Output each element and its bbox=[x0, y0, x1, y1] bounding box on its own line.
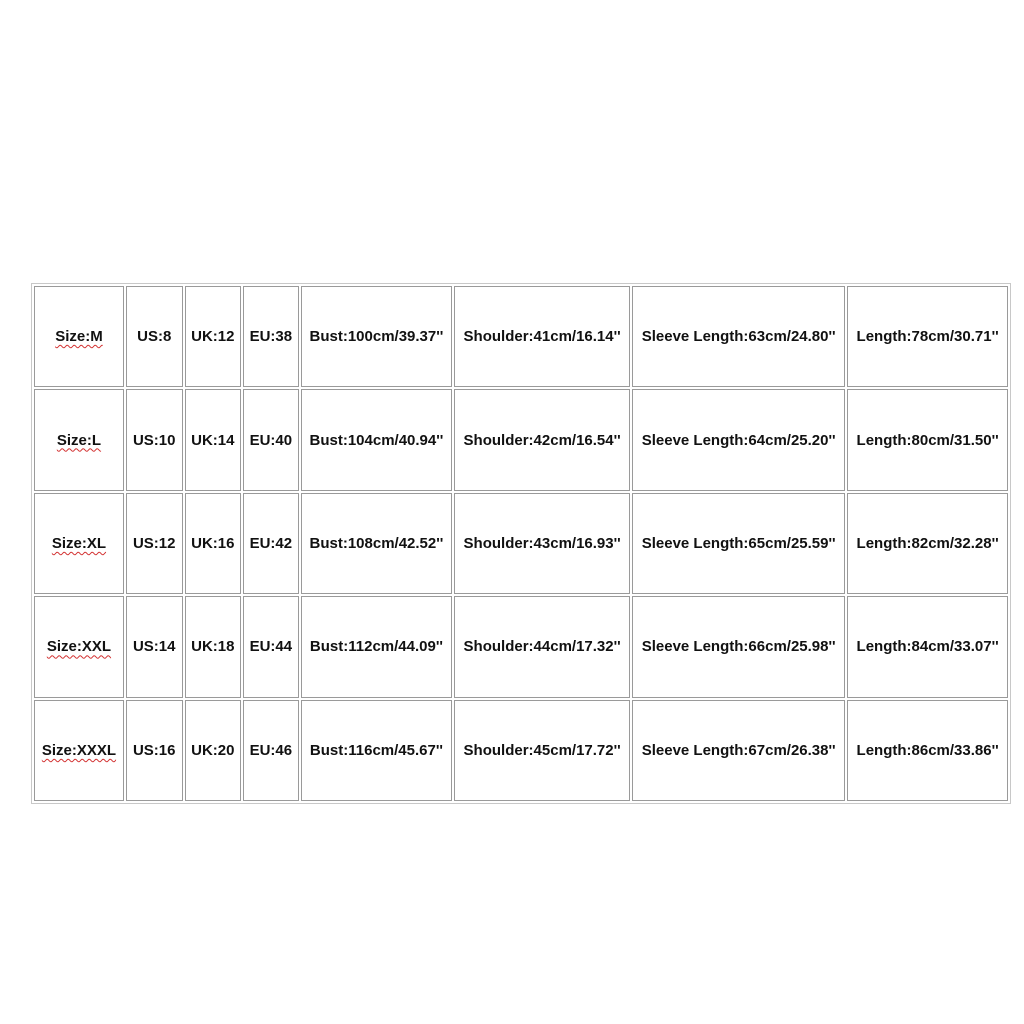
size-label: Size:XL bbox=[51, 534, 107, 552]
size-label: Size:M bbox=[55, 328, 103, 346]
sleeve-length-cell: Sleeve Length:67cm/26.38'' bbox=[632, 700, 845, 801]
length-cell: Length:78cm/30.71'' bbox=[847, 286, 1008, 387]
eu-size-cell: EU:42 bbox=[243, 493, 299, 594]
length-cell: Length:82cm/32.28'' bbox=[847, 493, 1008, 594]
eu-size-cell: EU:38 bbox=[243, 286, 299, 387]
length-cell: Length:80cm/31.50'' bbox=[847, 389, 1008, 490]
sleeve-length-cell: Sleeve Length:64cm/25.20'' bbox=[632, 389, 845, 490]
length-cell: Length:84cm/33.07'' bbox=[847, 596, 1008, 697]
table-row bbox=[34, 286, 1008, 387]
uk-size-cell: UK:14 bbox=[185, 389, 242, 490]
shoulder-cell: Shoulder:44cm/17.32'' bbox=[454, 596, 630, 697]
size-cell bbox=[34, 700, 124, 801]
sleeve-length-cell: Sleeve Length:66cm/25.98'' bbox=[632, 596, 845, 697]
eu-size-cell: EU:40 bbox=[243, 389, 299, 490]
eu-size-cell: EU:46 bbox=[243, 700, 299, 801]
size-cell bbox=[34, 389, 124, 490]
bust-cell: Bust:116cm/45.67'' bbox=[301, 700, 453, 801]
table-row bbox=[34, 596, 1008, 697]
us-size-cell: US:8 bbox=[126, 286, 183, 387]
size-chart-table bbox=[31, 283, 1011, 804]
uk-size-cell: UK:20 bbox=[185, 700, 242, 801]
shoulder-cell: Shoulder:45cm/17.72'' bbox=[454, 700, 630, 801]
table-row bbox=[34, 389, 1008, 490]
table-row bbox=[34, 493, 1008, 594]
size-cell bbox=[34, 286, 124, 387]
eu-size-cell: EU:44 bbox=[243, 596, 299, 697]
us-size-cell: US:12 bbox=[126, 493, 183, 594]
size-cell bbox=[34, 493, 124, 594]
size-cell bbox=[34, 596, 124, 697]
shoulder-cell: Shoulder:42cm/16.54'' bbox=[454, 389, 630, 490]
bust-cell: Bust:104cm/40.94'' bbox=[301, 389, 453, 490]
size-label: Size:XXXL bbox=[41, 741, 117, 759]
us-size-cell: US:14 bbox=[126, 596, 183, 697]
us-size-cell: US:10 bbox=[126, 389, 183, 490]
us-size-cell: US:16 bbox=[126, 700, 183, 801]
table-row bbox=[34, 700, 1008, 801]
shoulder-cell: Shoulder:41cm/16.14'' bbox=[454, 286, 630, 387]
uk-size-cell: UK:12 bbox=[185, 286, 242, 387]
uk-size-cell: UK:18 bbox=[185, 596, 242, 697]
size-label: Size:XXL bbox=[46, 638, 112, 656]
uk-size-cell: UK:16 bbox=[185, 493, 242, 594]
bust-cell: Bust:112cm/44.09'' bbox=[301, 596, 453, 697]
sleeve-length-cell: Sleeve Length:63cm/24.80'' bbox=[632, 286, 845, 387]
shoulder-cell: Shoulder:43cm/16.93'' bbox=[454, 493, 630, 594]
bust-cell: Bust:100cm/39.37'' bbox=[301, 286, 453, 387]
length-cell: Length:86cm/33.86'' bbox=[847, 700, 1008, 801]
size-label: Size:L bbox=[56, 431, 102, 449]
sleeve-length-cell: Sleeve Length:65cm/25.59'' bbox=[632, 493, 845, 594]
bust-cell: Bust:108cm/42.52'' bbox=[301, 493, 453, 594]
